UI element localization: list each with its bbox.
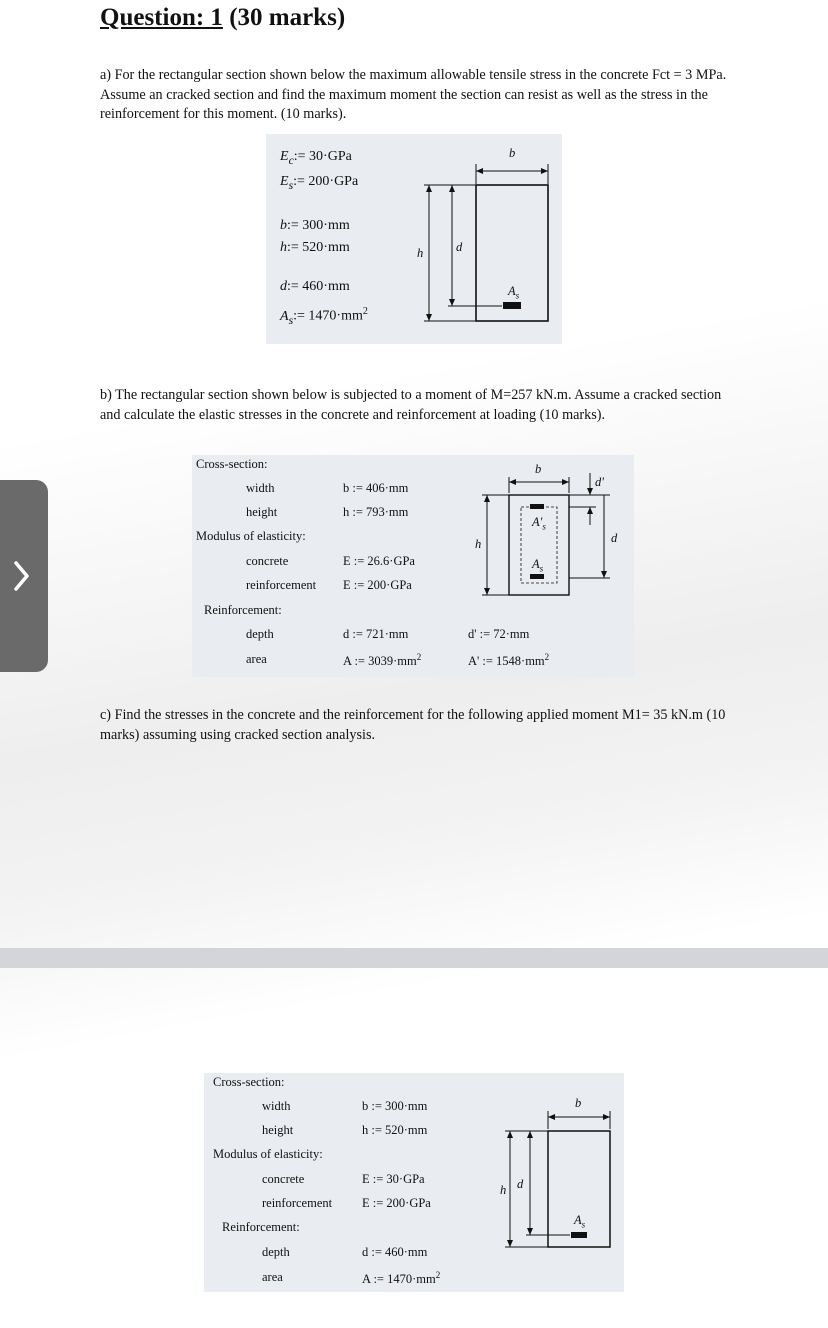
fig-b-dprime-label: d' <box>595 475 604 489</box>
fig-a-as-exp: 2 <box>362 306 368 317</box>
fig-a-as-label: $A_s$ <box>508 284 520 301</box>
fig-a-section-drawing <box>266 134 562 344</box>
fig-b-concrete-label: concrete <box>246 554 289 568</box>
fig-a-b: b:= 300·mm <box>280 218 350 233</box>
figure-b <box>192 455 634 677</box>
fig-b-height-label: height <box>246 505 278 519</box>
side-panel-handle[interactable] <box>0 480 48 672</box>
fig-b-dprime-value: d' := 72·mm <box>468 627 530 641</box>
page-divider <box>0 948 828 968</box>
fig-b-rebar-tension <box>530 574 544 579</box>
fig-a-as-value: 1470·mm <box>308 308 363 324</box>
fig-c-height-value: h := 520·mm <box>362 1123 428 1137</box>
fig-c-modulus-label: Modulus of elasticity: <box>213 1147 323 1161</box>
fig-b-aprime-exp: 2 <box>544 652 550 662</box>
fig-b-modulus-label: Modulus of elasticity: <box>196 529 306 543</box>
fig-c-b-label: b <box>575 1096 582 1110</box>
fig-b-cross-section: Cross-section: <box>196 457 268 471</box>
fig-c-d-label: d <box>517 1177 524 1191</box>
figure-c <box>204 1073 624 1292</box>
fig-a-as: $A_s:= 1470\cdot mm^2$ <box>280 306 368 327</box>
fig-b-as-label: $A_s$ <box>532 557 544 574</box>
fig-c-reinf-value: E := 200·GPa <box>362 1196 431 1210</box>
fig-b-as-label-text: A <box>532 557 540 571</box>
question-title <box>100 4 345 32</box>
fig-b-asprime-label: $A'_s$ <box>532 515 546 532</box>
fig-c-concrete-value: E := 30·GPa <box>362 1172 425 1186</box>
fig-b-aprime-value-text: A' := 1548·mm <box>468 654 545 669</box>
fig-b-area-exp: 2 <box>416 652 422 662</box>
fig-b-width-label: width <box>246 481 275 495</box>
fig-c-section-drawing <box>204 1073 624 1292</box>
fig-c-width-label: width <box>262 1099 291 1113</box>
fig-c-h-label: h <box>500 1183 507 1197</box>
fig-c-cross-section: Cross-section: <box>213 1075 285 1089</box>
fig-a-b-label: b <box>509 146 516 160</box>
question-label: Question: 1 <box>100 4 223 31</box>
part-c-text: c) Find the stresses in the concrete and the reinforcement for the following applied moment M1= 35 kN.m (10 marks) assuming using cracked section analysis. <box>100 707 726 743</box>
fig-c-rebar-tension <box>571 1232 587 1238</box>
question-marks: (30 marks) <box>229 4 346 31</box>
fig-c-area-value-text: A := 1470·mm <box>362 1272 436 1287</box>
fig-a-rebar-tension <box>503 302 521 309</box>
fig-a-b-value: 300·mm <box>302 218 350 233</box>
part-a-text: a) For the rectangular section shown below the maximum allowable tensile stress in the concrete Fct = 3 MPa. Assume an cracked section and find the maximum moment the section can resist as well as the stress in the reinforcement for this moment. (10 marks). <box>100 67 727 122</box>
fig-a-ec-value: 30·GPa <box>309 149 352 164</box>
fig-c-as-label: $A_s$ <box>574 1213 586 1230</box>
fig-b-height-value: h := 793·mm <box>343 505 409 519</box>
fig-c-area-exp: 2 <box>435 1270 441 1280</box>
fig-a-as-label-text: A <box>508 284 516 298</box>
fig-a-ec: $E_c:= 30\cdot GPa$ <box>280 149 352 167</box>
fig-b-reinf-value: E := 200·GPa <box>343 578 412 592</box>
fig-b-reinforcement-label: Reinforcement: <box>204 603 282 617</box>
fig-c-height-label: height <box>262 1123 294 1137</box>
fig-b-width-value: b := 406·mm <box>343 481 409 495</box>
fig-a-es-value: 200·GPa <box>308 174 359 189</box>
fig-c-as-label-text: A <box>574 1213 582 1227</box>
fig-b-area-value-text: A := 3039·mm <box>343 654 417 669</box>
fig-c-concrete-label: concrete <box>262 1172 305 1186</box>
fig-c-depth-label: depth <box>262 1245 290 1259</box>
fig-a-h-value: 520·mm <box>302 240 350 255</box>
fig-b-area-label: area <box>246 652 267 666</box>
fig-a-d: d:= 460·mm <box>280 279 350 294</box>
fig-b-rebar-compression <box>530 504 544 509</box>
fig-a-d-label: d <box>456 240 463 254</box>
fig-a-h: h:= 520·mm <box>280 240 350 255</box>
figure-a <box>266 134 562 344</box>
fig-c-width-value: b := 300·mm <box>362 1099 428 1113</box>
fig-b-depth-label: depth <box>246 627 274 641</box>
fig-b-reinf-label: reinforcement <box>246 578 317 592</box>
fig-b-asprime-label-text: A' <box>532 515 543 529</box>
fig-b-concrete-value: E := 26.6·GPa <box>343 554 415 568</box>
fig-a-d-value: 460·mm <box>302 279 350 294</box>
fig-a-es: $E_s:= 200\cdot GPa$ <box>280 174 359 192</box>
fig-b-d-label: d <box>611 531 618 545</box>
fig-a-h-label: h <box>417 246 424 260</box>
fig-b-depth-value: d := 721·mm <box>343 627 409 641</box>
part-b-text: b) The rectangular section shown below is subjected to a moment of M=257 kN.m. Assume a cracked section and calculate the elastic stresses in the concrete and reinforcement at loading (10 marks). <box>100 387 722 423</box>
fig-c-reinf-label: reinforcement <box>262 1196 333 1210</box>
fig-c-area-label: area <box>262 1270 283 1284</box>
fig-c-depth-value: d := 460·mm <box>362 1245 428 1259</box>
fig-b-b-label: b <box>535 462 542 476</box>
fig-c-reinforcement-label: Reinforcement: <box>222 1220 300 1234</box>
fig-b-h-label: h <box>475 537 482 551</box>
chevron-right-icon <box>9 560 33 592</box>
fig-b-section-drawing <box>192 455 634 677</box>
